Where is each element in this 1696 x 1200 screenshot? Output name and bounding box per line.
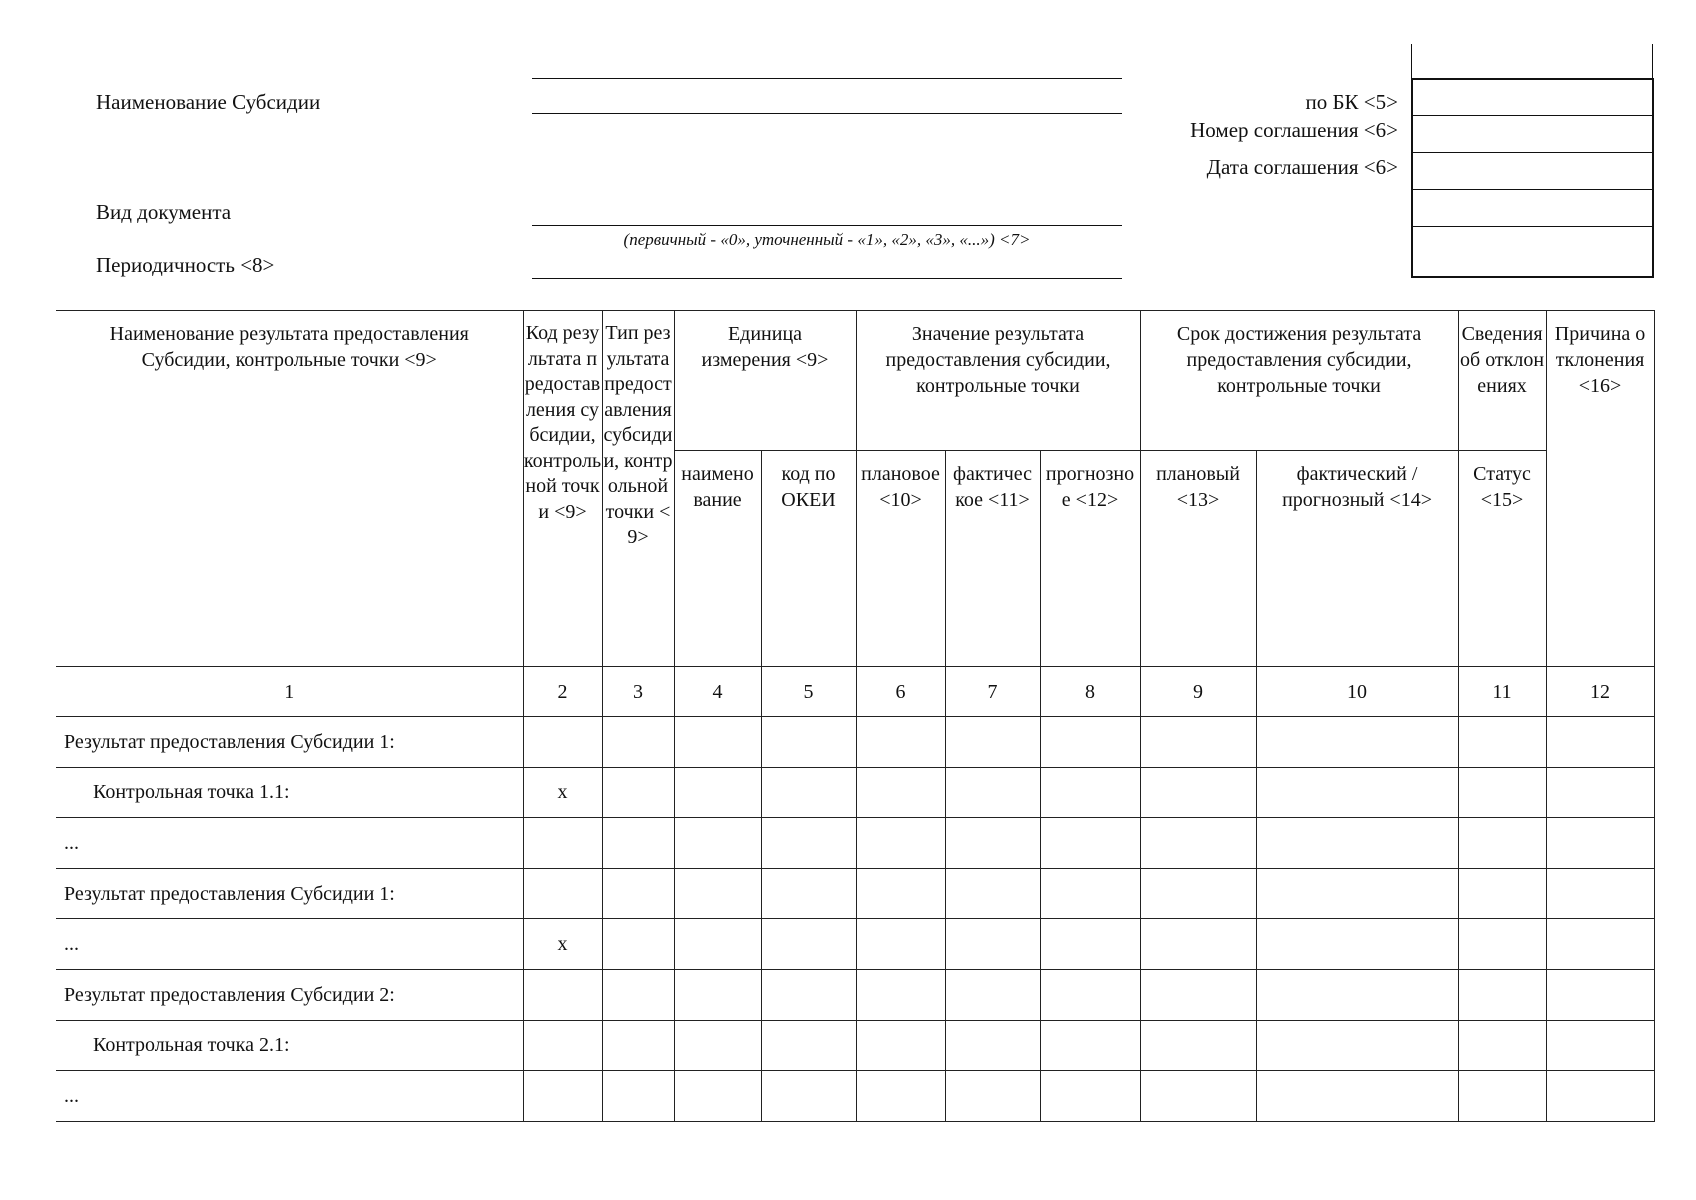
- cell[interactable]: [1546, 767, 1654, 818]
- subsidy-name-line-top: [532, 78, 1122, 79]
- col-number: 1: [56, 667, 523, 717]
- cell[interactable]: [1458, 969, 1546, 1020]
- table-row: [56, 767, 1654, 818]
- doc-type-line[interactable]: [532, 225, 1122, 226]
- table-row: [56, 818, 1654, 869]
- code-cell-periodicity[interactable]: [1413, 226, 1652, 278]
- col-header-term-fact: фактический / прогнозный <14>: [1256, 451, 1458, 667]
- cell[interactable]: [1040, 717, 1140, 768]
- cell[interactable]: [1040, 767, 1140, 818]
- doc-type-label: Вид документа: [96, 200, 232, 224]
- cell[interactable]: [1140, 767, 1256, 818]
- col-number: 3: [602, 667, 674, 717]
- cell[interactable]: [856, 969, 945, 1020]
- cell[interactable]: [945, 919, 1040, 970]
- cell[interactable]: [602, 818, 674, 869]
- table-row: [56, 1020, 1654, 1071]
- cell[interactable]: [945, 767, 1040, 818]
- col-header-value: Значение результата предоставления субсидии, контрольные точки: [856, 311, 1140, 451]
- cell[interactable]: [1546, 919, 1654, 970]
- cell[interactable]: [1546, 868, 1654, 919]
- row-code[interactable]: [523, 717, 602, 768]
- col-header-result-type: Тип результата предоставления субсидии, контрольной точки <9>: [602, 311, 674, 667]
- col-header-unit-okei: код по ОКЕИ: [761, 451, 856, 667]
- cell[interactable]: [761, 919, 856, 970]
- cell[interactable]: [674, 969, 761, 1020]
- cell[interactable]: [602, 717, 674, 768]
- col-header-value-fact: фактическое <11>: [945, 451, 1040, 667]
- cell[interactable]: [856, 767, 945, 818]
- row-name: Результат предоставления Субсидии 2:: [56, 969, 523, 1020]
- doc-type-note: (первичный - «0», уточненный - «1», «2», «3», «...») <7>: [623, 230, 1031, 249]
- col-header-deviation: Сведения об отклонениях: [1458, 311, 1546, 451]
- row-code[interactable]: x: [523, 767, 602, 818]
- cell[interactable]: [1256, 818, 1458, 869]
- cell[interactable]: [674, 717, 761, 768]
- cell[interactable]: [945, 1020, 1040, 1071]
- table-row: [56, 717, 1654, 768]
- cell[interactable]: [1140, 1020, 1256, 1071]
- cell[interactable]: [674, 1071, 761, 1122]
- cell[interactable]: [1546, 1071, 1654, 1122]
- col-header-unit: Единица измерения <9>: [674, 311, 856, 451]
- agreement-date-label: Дата соглашения <6>: [1206, 155, 1398, 179]
- code-cell-doc-type[interactable]: [1413, 189, 1652, 226]
- row-name: ...: [56, 919, 523, 970]
- cell[interactable]: [1256, 767, 1458, 818]
- cell[interactable]: [1458, 868, 1546, 919]
- col-header-value-forecast: прогнозное <12>: [1040, 451, 1140, 667]
- col-header-term: Срок достижения результата предоставления субсидии, контрольные точки: [1140, 311, 1458, 451]
- cell[interactable]: [674, 1020, 761, 1071]
- table-row: [56, 919, 1654, 970]
- cell[interactable]: [856, 1071, 945, 1122]
- col-number: 4: [674, 667, 761, 717]
- code-cell-agreement-number[interactable]: [1413, 115, 1652, 152]
- col-header-result-code: Код результата предоставления субсидии, контрольной точки <9>: [523, 311, 602, 667]
- cell[interactable]: [602, 969, 674, 1020]
- cell[interactable]: [602, 767, 674, 818]
- col-header-unit-name: наименование: [674, 451, 761, 667]
- col-number: 11: [1458, 667, 1546, 717]
- code-cell-bk[interactable]: [1413, 78, 1652, 115]
- periodicity-label: Периодичность <8>: [96, 253, 275, 277]
- cell[interactable]: [1040, 1020, 1140, 1071]
- col-number: 5: [761, 667, 856, 717]
- cell[interactable]: [1040, 818, 1140, 869]
- cell[interactable]: [761, 969, 856, 1020]
- row-name: Результат предоставления Субсидии 1:: [56, 868, 523, 919]
- col-header-term-plan: плановый <13>: [1140, 451, 1256, 667]
- code-box: [1411, 78, 1654, 278]
- cell[interactable]: [1546, 818, 1654, 869]
- cell[interactable]: [1256, 1071, 1458, 1122]
- row-name: ...: [56, 818, 523, 869]
- code-cell-agreement-date[interactable]: [1413, 152, 1652, 189]
- cell[interactable]: [1458, 767, 1546, 818]
- row-name: Контрольная точка 2.1:: [56, 1020, 523, 1071]
- cell[interactable]: [1256, 919, 1458, 970]
- col-number: 6: [856, 667, 945, 717]
- row-code[interactable]: [523, 969, 602, 1020]
- cell[interactable]: [674, 919, 761, 970]
- row-name: ...: [56, 1071, 523, 1122]
- cell[interactable]: [1140, 1071, 1256, 1122]
- col-header-status: Статус <15>: [1458, 451, 1546, 667]
- cell[interactable]: [1458, 818, 1546, 869]
- cell[interactable]: [761, 767, 856, 818]
- col-number: 7: [945, 667, 1040, 717]
- cell[interactable]: [1140, 818, 1256, 869]
- subsidy-name-label: Наименование Субсидии: [96, 90, 321, 114]
- col-number: 12: [1546, 667, 1654, 717]
- cell[interactable]: [856, 919, 945, 970]
- row-name: Контрольная точка 1.1:: [56, 767, 523, 818]
- cell[interactable]: [1458, 919, 1546, 970]
- cell[interactable]: [674, 868, 761, 919]
- cell[interactable]: [1256, 969, 1458, 1020]
- cell[interactable]: [1256, 717, 1458, 768]
- table-row: [56, 1071, 1654, 1122]
- row-code[interactable]: [523, 1020, 602, 1071]
- cell[interactable]: [1458, 1020, 1546, 1071]
- cell[interactable]: [1256, 868, 1458, 919]
- cell[interactable]: [761, 1020, 856, 1071]
- col-number: 2: [523, 667, 602, 717]
- cell[interactable]: [856, 717, 945, 768]
- cell[interactable]: [1458, 717, 1546, 768]
- cell[interactable]: [945, 818, 1040, 869]
- cell[interactable]: [945, 1071, 1040, 1122]
- row-code[interactable]: [523, 1071, 602, 1122]
- col-header-result-name: Наименование результата предоставления Субсидии, контрольные точки <9>: [56, 311, 523, 667]
- cell[interactable]: [1546, 1020, 1654, 1071]
- row-code[interactable]: x: [523, 919, 602, 970]
- cell[interactable]: [945, 969, 1040, 1020]
- col-header-reason: Причина отклонения <16>: [1546, 311, 1654, 667]
- cell[interactable]: [1140, 919, 1256, 970]
- col-number: 8: [1040, 667, 1140, 717]
- cell[interactable]: [1040, 919, 1140, 970]
- col-number: 10: [1256, 667, 1458, 717]
- results-table: [56, 310, 1655, 1122]
- cell[interactable]: [1546, 969, 1654, 1020]
- cell[interactable]: [674, 818, 761, 869]
- cell[interactable]: [761, 717, 856, 768]
- cell[interactable]: [761, 818, 856, 869]
- cell[interactable]: [945, 717, 1040, 768]
- cell[interactable]: [1040, 969, 1140, 1020]
- col-number: 9: [1140, 667, 1256, 717]
- row-code[interactable]: [523, 868, 602, 919]
- periodicity-line[interactable]: [532, 278, 1122, 279]
- cell[interactable]: [761, 1071, 856, 1122]
- cell[interactable]: [674, 767, 761, 818]
- cell[interactable]: [1256, 1020, 1458, 1071]
- cell[interactable]: [1546, 717, 1654, 768]
- cell[interactable]: [602, 1071, 674, 1122]
- cell[interactable]: [856, 1020, 945, 1071]
- cell[interactable]: [1040, 868, 1140, 919]
- bk-label: по БК <5>: [1305, 90, 1398, 114]
- cell[interactable]: [1140, 969, 1256, 1020]
- row-name: Результат предоставления Субсидии 1:: [56, 717, 523, 768]
- table-row: [56, 868, 1654, 919]
- cell[interactable]: [856, 868, 945, 919]
- row-code[interactable]: [523, 818, 602, 869]
- cell[interactable]: [761, 868, 856, 919]
- cell[interactable]: [1040, 1071, 1140, 1122]
- cell[interactable]: [602, 868, 674, 919]
- cell[interactable]: [945, 868, 1040, 919]
- col-header-value-plan: плановое <10>: [856, 451, 945, 667]
- cell[interactable]: [1140, 717, 1256, 768]
- table-row: [56, 969, 1654, 1020]
- cell[interactable]: [602, 1020, 674, 1071]
- cell[interactable]: [1140, 868, 1256, 919]
- cell[interactable]: [602, 919, 674, 970]
- agreement-number-label: Номер соглашения <6>: [1190, 118, 1398, 142]
- code-box-stub-left: [1411, 44, 1412, 78]
- subsidy-name-line[interactable]: [532, 113, 1122, 114]
- cell[interactable]: [1458, 1071, 1546, 1122]
- cell[interactable]: [856, 818, 945, 869]
- code-box-stub-right: [1652, 44, 1653, 78]
